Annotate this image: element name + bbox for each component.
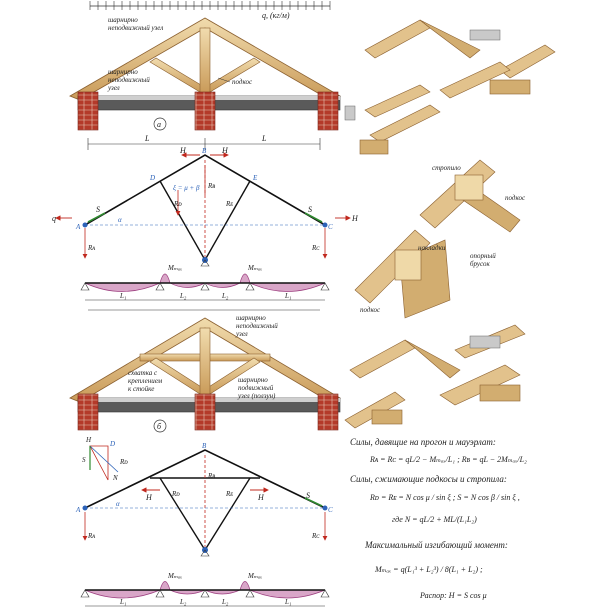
span-L2-left-a: L₂ [180,292,187,300]
A-label-b: A [76,506,81,514]
alpha-a: α [118,216,122,224]
house-section-a [70,1,340,150]
rafter-label: стропило [432,164,461,172]
strut-right-a [204,58,260,92]
R-E-a: Rᴇ [226,200,234,208]
span-L2-right-a: L₂ [222,292,229,300]
R-D-b: Rᴅ [172,490,180,498]
E-label-a: E [253,174,258,182]
strut-left-a [150,58,206,92]
plates-label: накладки [418,244,446,252]
D-label-a: D [150,174,156,182]
formulas [350,437,527,600]
distributed-load-arrows [90,1,330,10]
A-label-a: A [76,223,81,231]
S-left-a: S [96,205,100,214]
M-max-left-b: Mₘₐₓ [168,572,183,580]
formula-heading-1: Силы, давящие на прогон и мауэрлат: [350,437,496,447]
S-right-b: S [306,491,310,500]
formula-3: где N = qL/2 + ML/(L₁L₂) [392,515,477,524]
M-max-right-a: Mₘₐₓ [248,264,263,272]
C-label-a: C [328,223,333,231]
strut-label-detail: подкос [505,194,526,202]
M-max-left-a: Mₘₐₓ [168,264,183,272]
S-right-a: S [308,205,312,214]
span-left-a: L [145,134,150,143]
strut-left-b [150,358,206,394]
formula-5: Распор: H = S cos μ [420,591,487,600]
formula-2: Rᴅ = Rᴇ = N cos μ / sin ξ ; S = N cos β / sin ξ , [370,493,520,502]
formula-heading-3: Максимальный изгибающий момент: [365,540,508,550]
R-A-b: Rᴀ [88,532,96,540]
variant-mark-a: а [157,120,161,129]
S-triangle-b: S [82,456,86,464]
H-end-a: H [352,214,358,223]
R-E-b: Rᴇ [226,490,234,498]
H-left-a: H [180,146,186,155]
R-D-a: Rᴅ [174,200,182,208]
strut-bottom-label: подкос [360,306,381,314]
king-post-b [200,328,210,396]
wall-middle-a [195,92,215,130]
B-label-a: B [202,147,207,155]
static-scheme-b [75,436,333,556]
H-triangle-b: H [86,436,92,444]
q-left-a: q [52,214,56,223]
top-node-label-a: шарнирно неподвижный узел [108,16,164,32]
R-D-triangle-b: Rᴅ [120,458,128,466]
R-B-a: Rʙ [208,182,216,190]
formula-heading-2: Силы, сжимающие подкосы и стропила: [350,474,507,484]
R-C-a: Rᴄ [312,244,320,252]
span-L1-right-b: L₁ [285,598,292,606]
angle-expr-a: ξ = μ + β [173,184,200,192]
B-label-b: B [202,442,207,450]
static-scheme-a [52,146,359,266]
alpha-b: α [116,500,120,508]
strut-label-a: подкос [232,78,253,86]
span-L1-left-b: L₁ [120,598,127,606]
M-max-right-b: Mₘₐₓ [248,572,263,580]
formula-1: Rᴀ = Rᴄ = qL/2 − Mₘₐₓ/L₁ ; Rʙ = qL − 2Mₘₐₓ/L₂ [370,455,527,464]
formula-4: Mₘₐₓ = q(L₁³ + L₂³) / 8(L₁ + L₂) ; [375,565,483,574]
side-node-label-a: шарнирно неподвижный узел [108,68,150,92]
span-L2-left-b: L₂ [180,598,187,606]
H-left-b: H [146,493,152,502]
slide-node-label-b: шарнирно подвижный узел (ползун) [238,376,276,400]
R-C-b: Rᴄ [312,532,320,540]
D-label-b: D [110,440,116,448]
C-label-b: C [328,506,333,514]
wall-right-b [318,394,338,430]
H-right-a: H [222,146,228,155]
N-label-b: N [113,474,118,482]
tie-label-b: схватка с креплением к стойке [128,369,163,393]
R-B-b: Rʙ [208,472,216,480]
top-node-label-b: шарнирно неподвижный узел [236,314,278,338]
load-label: q, (кг/м) [262,11,290,20]
wall-right-a [318,92,338,130]
span-right-a: L [262,134,267,143]
R-A-a: Rᴀ [88,244,96,252]
wall-middle-b [195,394,215,430]
house-section-b [70,310,340,432]
span-L2-right-b: L₂ [222,598,229,606]
moment-diagram-a [81,264,329,300]
wall-left-a [78,92,98,130]
joint-illustrations [345,20,555,428]
moment-diagram-b [81,572,329,606]
span-L1-left-a: L₁ [120,292,127,300]
king-post-a [200,28,210,94]
wall-left-b [78,394,98,430]
H-right-b: H [258,493,264,502]
variant-mark-b: б [157,422,162,431]
support-bar-label: опорный брусок [470,252,496,268]
span-L1-right-a: L₁ [285,292,292,300]
